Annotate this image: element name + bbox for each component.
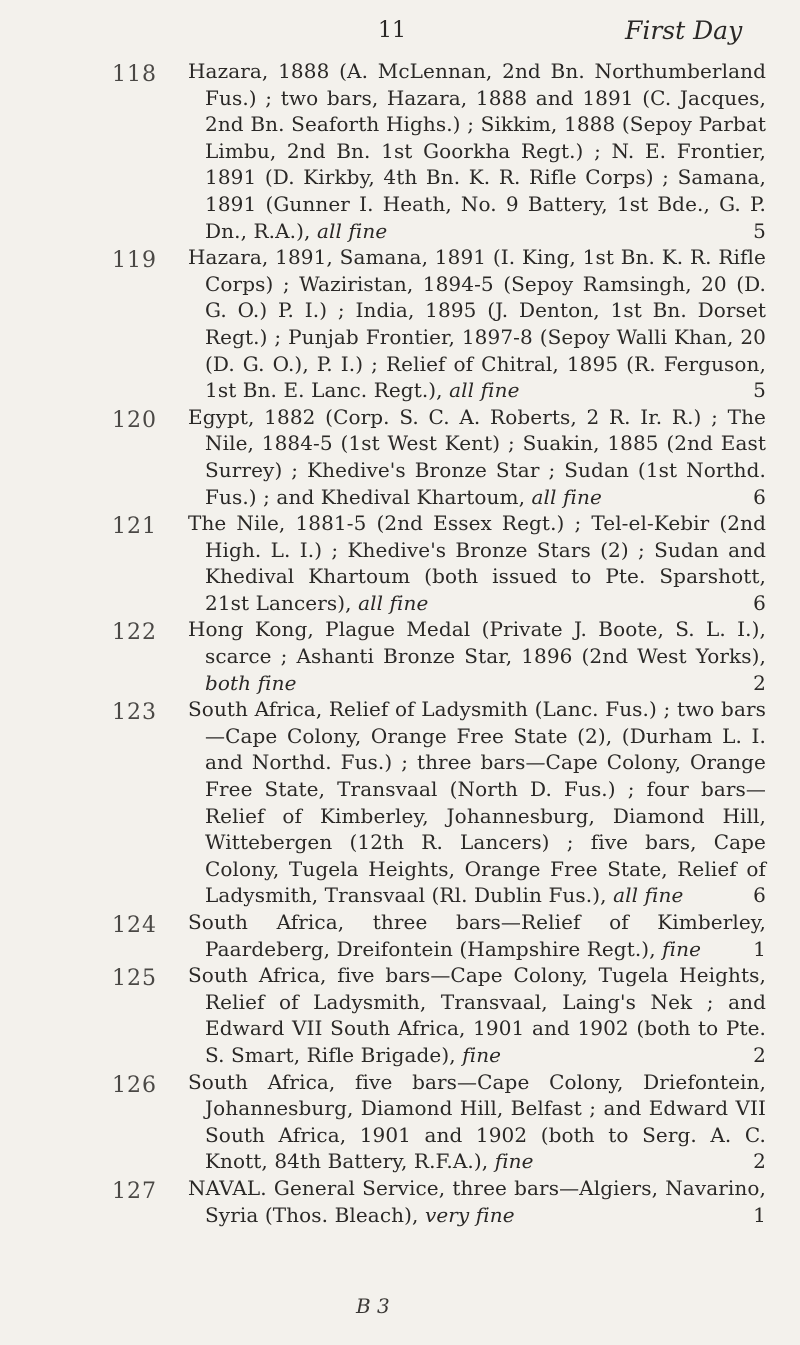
lot-number: 123 (112, 700, 157, 726)
lot-quantity: 6 (753, 590, 766, 615)
lot-grade: all fine (531, 484, 602, 509)
lot-list (0, 58, 800, 1228)
lot-grade: fine (462, 1042, 502, 1067)
lot-quantity: 2 (753, 1042, 766, 1067)
lot-entry (0, 510, 800, 616)
lot-body (188, 909, 766, 962)
lot-entry (0, 1069, 800, 1175)
lot-body (188, 1175, 766, 1228)
lot-number: 122 (112, 620, 157, 646)
lot-quantity: 6 (753, 484, 766, 509)
lot-body (188, 510, 766, 616)
lot-quantity: 1 (753, 936, 766, 961)
lot-grade: fine (662, 936, 702, 961)
lot-number: 124 (112, 913, 157, 938)
lot-body (188, 962, 766, 1068)
lot-description: South Africa, three bars—Relief of Kimberley, Paardeberg, Dreifontein (Hampshire Regt.), (188, 910, 766, 961)
lot-entry (0, 616, 800, 696)
lot-description: South Africa, five bars—Cape Colony, Driefontein, Johannesburg, Diamond Hill, Belfast ; and Edward VII South Africa, 1901 and 1902 (both to Serg. A. C. Knott, 84th Battery, R.F.A.), (188, 1069, 766, 1174)
running-head (0, 10, 800, 50)
lot-description: Hazara, 1888 (A. McLennan, 2nd Bn. Northumberland Fus.) ; two bars, Hazara, 1888 and 1891 (C. Jacques, 2nd Bn. Seaforth Highs.) ; Sikkim, 1888 (Sepoy Parbat Limbu, 2nd Bn. 1st Goorkha Regt.) ; N. E. Frontier, 1891 (D. Kirkby, 4th Bn. K. R. Rifle Corps) ; Samana, 1891 (Gunner I. Heath, No. 9 Battery, 1st Bde., G. P. Dn., R.A.), (188, 59, 766, 243)
lot-body (188, 696, 766, 909)
lot-grade: all fine (449, 378, 520, 403)
lot-body (188, 616, 766, 696)
lot-grade: very fine (424, 1202, 515, 1227)
lot-quantity: 5 (753, 218, 766, 243)
lot-description: South Africa, five bars—Cape Colony, Tugela Heights, Relief of Ladysmith, Transvaal, Laing's Nek ; and Edward VII South Africa, 1901 and 1902 (both to Pte. S. Smart, Rifle Brigade), (188, 963, 766, 1067)
lot-number: 121 (112, 514, 157, 540)
lot-body (188, 244, 766, 404)
signature-mark: B 3 (356, 1294, 390, 1318)
lot-grade: all fine (316, 218, 388, 243)
lot-quantity: 6 (753, 883, 766, 908)
running-title: First Day (625, 16, 743, 45)
lot-entry (0, 696, 800, 909)
lot-description: Egypt, 1882 (Corp. S. C. A. Roberts, 2 R. Ir. R.) ; The Nile, 1884-5 (1st West Kent) ; Suakin, 1885 (2nd East Surrey) ; Khedive's Bronze Star ; Sudan (1st Northd. Fus.) ; and Khedival Khartoum, (188, 404, 766, 509)
lot-quantity: 2 (753, 670, 766, 695)
lot-entry (0, 404, 800, 510)
lot-number: 125 (112, 966, 157, 992)
lot-description: South Africa, Relief of Ladysmith (Lanc. Fus.) ; two bars—Cape Colony, Orange Free State (2), (Durham L. I. and Northd. Fus.) ; three bars—Cape Colony, Orange Free State, Transvaal (North D. Fus.) ; four bars—Relief of Kimberley, Johannesburg, Diamond Hill, Wittebergen (12th R. Lancers) ; five bars, Cape Colony, Tugela Heights, Orange Free State, Relief of Ladysmith, Transvaal (Rl. Dublin Fus.), (188, 697, 766, 908)
lot-body (188, 58, 766, 244)
lot-quantity: 5 (753, 378, 766, 403)
lot-entry (0, 1175, 800, 1228)
lot-quantity: 1 (753, 1202, 766, 1227)
lot-description: NAVAL. General Service, three bars—Algiers, Navarino, Syria (Thos. Bleach), (188, 1175, 766, 1227)
lot-description: Hazara, 1891, Samana, 1891 (I. King, 1st Bn. K. R. Rifle Corps) ; Waziristan, 1894-5 (Sepoy Ramsingh, 20 (D. G. O.) P. I.) ; India, 1895 (J. Denton, 1st Bn. Dorset Regt.) ; Punjab Frontier, 1897-8 (Sepoy Walli Khan, 20 (D. G. O.), P. I.) ; Relief of Chitral, 1895 (R. Ferguson, 1st Bn. E. Lanc. Regt.), (188, 245, 766, 403)
lot-description: The Nile, 1881-5 (2nd Essex Regt.) ; Tel-el-Kebir (2nd High. L. I.) ; Khedive's Bronze Stars (2) ; Sudan and Khedival Khartoum (both issued to Pte. Sparshott, 21st Lancers), (188, 511, 766, 615)
lot-entry (0, 244, 800, 404)
lot-body (188, 404, 766, 510)
lot-entry (0, 909, 800, 962)
lot-description: Hong Kong, Plague Medal (Private J. Boote, S. L. I.), scarce ; Ashanti Bronze Star, 1896 (2nd West Yorks), (188, 617, 766, 669)
lot-grade: fine (494, 1149, 534, 1174)
lot-number: 119 (112, 248, 157, 274)
lot-grade: all fine (358, 590, 429, 615)
lot-number: 118 (112, 62, 157, 87)
page-number: 11 (378, 18, 406, 43)
lot-quantity: 2 (753, 1149, 766, 1174)
lot-number: 126 (112, 1072, 157, 1098)
lot-number: 120 (112, 407, 157, 433)
lot-entry (0, 58, 800, 244)
lot-grade: both fine (205, 670, 297, 695)
lot-number: 127 (112, 1178, 157, 1204)
lot-grade: all fine (613, 883, 684, 908)
lot-body (188, 1069, 766, 1175)
lot-entry (0, 962, 800, 1068)
